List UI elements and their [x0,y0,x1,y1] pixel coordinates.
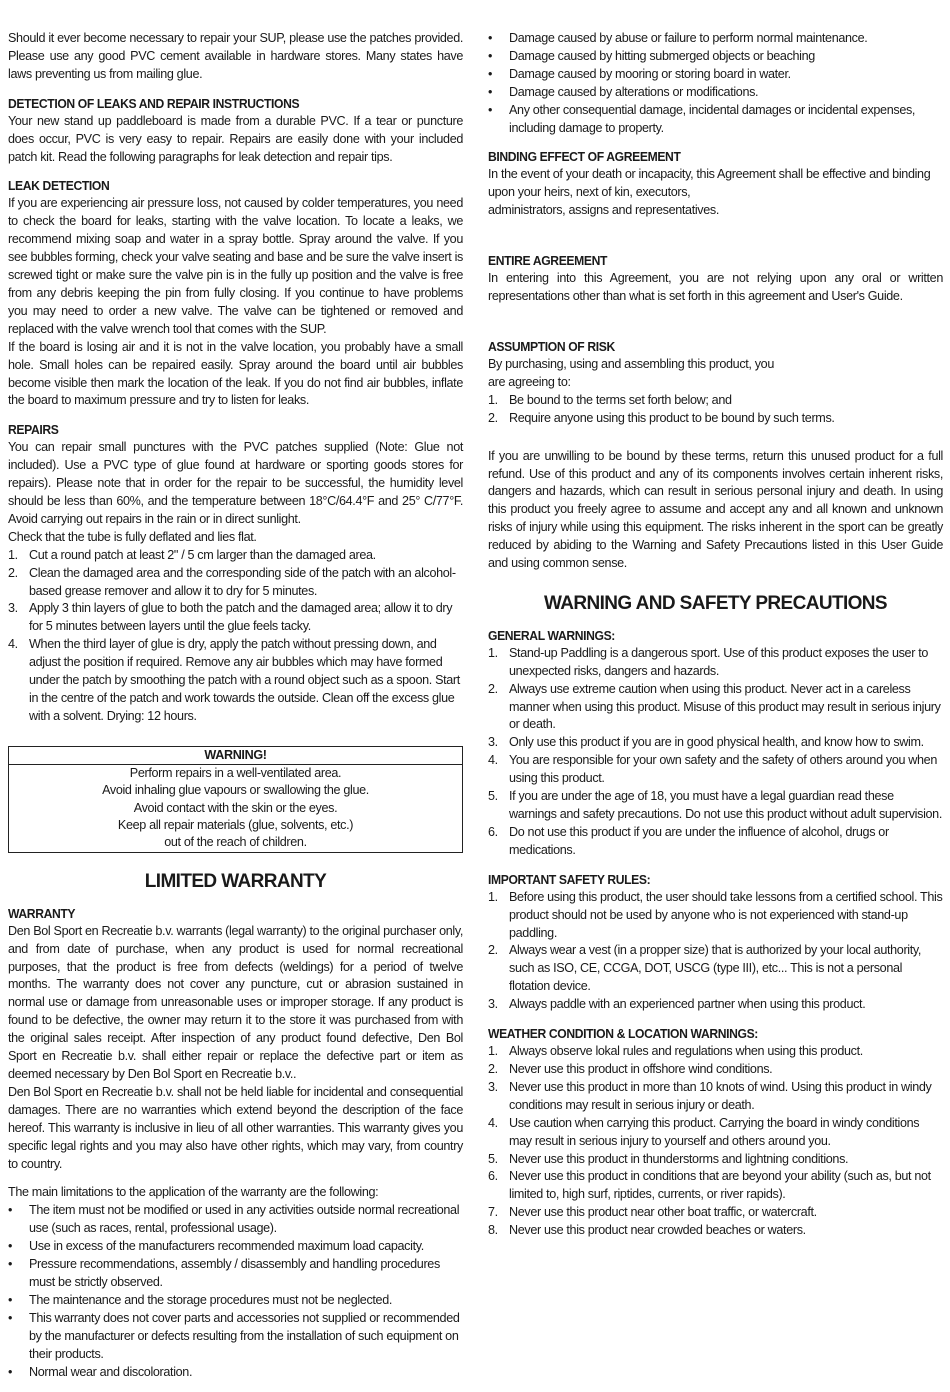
warranty-paragraph: Den Bol Sport en Recreatie b.v. warrants (legal warranty) to the original purchaser only, and from date of purchase, when any product is used for normal recreational purposes, that the product is free from defects (weldings) for a period of twelve months. The warranty does not cover any puncture, cut or abrasion sustained in normal use or damage from unreasonable uses or improper storage. If any product is found to be defective, the owner may return it to the store it was purchased from with the original sales receipt. After inspection of any product found defective, Den Bol Sport en Recreatie b.v. shall either repair or replace the defective part or item as deemed necessary by Den Bol Sport en Recreatie b.v.. [8,923,463,1081]
repair-step [8,547,463,565]
assumption-text: are agreeing to: [488,374,571,389]
step-number: 1. [8,547,18,562]
step-text: Clean the damaged area and the corresponding side of the patch with an alcohol-based grease remover and allow it to dry for 5 minutes. [29,565,456,598]
detection-text: Your new stand up paddleboard is made from a durable PVC. If a tear or puncture does occur, PVC is very easy to repair. Repairs are easily done with your included patch kit. Read the following paragraphs for leak detection and repair tips. [8,113,463,164]
list-item: • The maintenance and the storage procedures must not be neglected. [8,1292,393,1307]
warning-line: Avoid contact with the skin or the eyes. [133,800,338,815]
list-item: 6. Never use this product in conditions that are beyond your ability (such as, but not limited to, high surf, riptides, currents, or river rapids). [488,1169,931,1202]
repairs-paragraph: Check that the tube is fully deflated and lies flat. [8,529,257,544]
list-item: • Damage caused by alterations or modifications. [488,84,759,99]
entire-agreement-text: In entering into this Agreement, you are not relying upon any oral or written representations other than what is set forth in this agreement and User's Guide. [488,271,943,304]
list-item: • Damage caused by hitting submerged objects or beaching [488,48,815,63]
repair-step [8,600,463,636]
list-item: • Use in excess of the manufacturers recommended maximum load capacity. [8,1239,424,1254]
warranty-limitations-list [8,1202,463,1381]
list-item: 5. Never use this product in thunderstorms and lightning conditions. [488,1151,849,1166]
list-item: 8. Never use this product near crowded beaches or waters. [488,1223,806,1238]
general-warnings-title: GENERAL WARNINGS: [488,627,615,643]
detection-title: DETECTION OF LEAKS AND REPAIR INSTRUCTIONS [8,95,300,111]
binding-text: In the event of your death or incapacity, this Agreement shall be effective and binding upon your heirs, next of kin, executors, [488,167,931,200]
warning-line: Keep all repair materials (glue, solvents, etc.) [117,818,354,833]
list-item: 1. Before using this product, the user should take lessons from a certified school. This product should not be used by anyone who is not experienced with stand-up paddling. [488,889,943,940]
limited-warranty-heading: LIMITED WARRANTY [144,870,327,892]
safety-rules-title: IMPORTANT SAFETY RULES: [488,871,651,887]
entire-agreement-title: ENTIRE AGREEMENT [488,253,608,269]
list-item: • Any other consequential damage, incidental damages or incidental expenses, including damage to property. [488,102,916,135]
repairs-title: REPAIRS [8,422,59,438]
warning-line: Perform repairs in a well-ventilated area. [129,765,342,780]
list-item: 3. Never use this product in more than 10 knots of wind. Using this product in windy conditions may result in serious injury or death. [488,1079,932,1112]
list-item: 4. You are responsible for your own safety and the safety of others around you when using this product. [488,753,937,786]
list-item: 4. Use caution when carrying this product. Carrying the board in windy conditions may result in serious injury to yourself and others around you. [488,1115,920,1148]
step-text: Cut a round patch at least 2" / 5 cm larger than the damaged area. [29,547,376,562]
assumption-paragraph: If you are unwilling to be bound by these terms, return this unused product for a full refund. Use of this product and any of its components involves certain inherent risks, dangers and hazards, which can result in serious personal injury and death. In using this product you freely agree to assume and accept any and all known and unknown risks of injury while using this equipment. The risks inherent in the sport can be greatly reduced by abiding to the Warning and Safety Precautions listed in this User Guide and using common sense. [488,448,943,571]
left-column [8,30,463,1381]
safety-heading: WARNING AND SAFETY PRECAUTIONS [543,592,888,614]
repair-step [8,636,463,726]
warranty-limitations-intro: The main limitations to the application of the warranty are the following: [8,1185,379,1200]
right-column [488,30,943,1240]
list-item: • This warranty does not cover parts and accessories not supplied or recommended by the manufacturer or defects resulting from the installation of such equipment on their products. [8,1310,460,1361]
repair-step [8,565,463,601]
list-item: 1. Be bound to the terms set forth below; and [488,392,732,407]
list-item: • Pressure recommendations, assembly / disassembly and handling procedures must be strictly observed. [8,1257,440,1289]
general-warnings-list [488,645,943,860]
assumption-title: ASSUMPTION OF RISK [488,338,615,354]
repair-steps [8,547,463,726]
warning-line: Avoid inhaling glue vapours or swallowing the glue. [102,783,369,798]
step-text: Apply 3 thin layers of glue to both the patch and the damaged area; allow it to dry for 5 minutes between layers until the glue feels tacky. [29,601,453,634]
list-item: 3. Always paddle with an experienced partner when using this product. [488,997,866,1012]
list-item: 2. Always use extreme caution when using this product. Never act in a careless manner when using this product. Misuse of this product may result in serious injury or death. [488,681,941,732]
warning-line: out of the reach of children. [164,835,307,850]
weather-warnings-list [488,1043,943,1240]
leak-paragraph: If the board is losing air and it is not in the valve location, you probably have a small hole. Small holes can be repaired easily. Spray around the board until air bubbles become visible then mark the location of the leak. If you do not find air bubbles, inflate the board to maximum pressure and try to listen for leaks. [8,339,463,408]
list-item: 6. Do not use this product if you are under the influence of alcohol, drugs or medications. [488,824,889,857]
weather-warnings-title: WEATHER CONDITION & LOCATION WARNINGS: [488,1026,758,1042]
list-item: 1. Always observe lokal rules and regulations when using this product. [488,1044,863,1059]
repairs-paragraph: You can repair small punctures with the PVC patches supplied (Note: Glue not included). Use a PVC type of glue found at hardware or sporting goods stores for repairs). Please note that in order for the repair to be successful, the humidity level should be less than 60%, and the temperature between 18°C/64.4°F and 25° C/77°F. Avoid carrying out repairs in the rain or in direct sunlight. [8,440,463,526]
step-number: 4. [8,637,18,652]
intro-text: Should it ever become necessary to repair your SUP, please use the patches provided. Please use any good PVC cement available in hardware stores. Many states have laws preventing us from mailing glue. [8,31,463,81]
list-item: 7. Never use this product near other boat traffic, or watercraft. [488,1205,817,1220]
assumption-text: By purchasing, using and assembling this product, you [488,356,774,371]
list-item: • The item must not be modified or used in any activities outside normal recreational use (such as races, rental, professional usage). [8,1203,460,1236]
list-item: • Damage caused by mooring or storing board in water. [488,66,791,81]
leak-title: LEAK DETECTION [8,178,110,194]
list-item: • Normal wear and discoloration. [8,1364,193,1379]
warranty-title: WARRANTY [8,905,76,921]
warning-box [8,746,463,853]
list-item: • Damage caused by abuse or failure to perform normal maintenance. [488,31,868,45]
step-number: 2. [8,565,18,580]
step-number: 3. [8,601,18,616]
safety-rules-list [488,889,943,1014]
warranty-paragraph: Den Bol Sport en Recreatie b.v. shall not be held liable for incidental and consequential damages. There are no warranties which extend beyond the description of the face hereof. This warranty is inclusive in lieu of all other warranties. This warranty gives you specific legal rights and you may also have other rights, which may vary, from country to country. [8,1084,463,1171]
list-item: 2. Require anyone using this product to be bound by such terms. [488,410,835,425]
warranty-exclusions-list [488,30,943,137]
assumption-list [488,392,943,428]
list-item: 5. If you are under the age of 18, you must have a legal guardian read these warnings and safety precautions. Do not use this product without adult supervision. [488,789,942,821]
warning-box-title: WARNING! [9,747,462,765]
list-item: 2. Always wear a vest (in a propper size) that is authorized by your local authority, such as ISO, CE, CCGA, DOT, USCG (type III), etc... This is not a personal flotation device. [488,943,922,994]
list-item: 2. Never use this product in offshore wind conditions. [488,1061,773,1076]
binding-text: administrators, assigns and representatives. [488,203,719,218]
binding-title: BINDING EFFECT OF AGREEMENT [488,149,681,165]
list-item: 1. Stand-up Paddling is a dangerous sport. Use of this product exposes the user to unexpected risks, dangers and hazards. [488,645,928,678]
step-text: When the third layer of glue is dry, apply the patch without pressing down, and adjust the position if required. Remove any air bubbles which may have formed under the patch by smoothing the patch with a round object such as a spoon. Start in the centre of the patch and work towards the outside. Clean off the excess glue with a solvent. Drying: 12 hours. [29,637,460,723]
list-item: 3. Only use this product if you are in good physical health, and know how to swim. [488,735,924,750]
leak-paragraph: If you are experiencing air pressure loss, not caused by colder temperatures, you need to check the board for leaks, starting with the valve location. To locate a leaks, we recommend mixing soap and water in a spray bottle. Spray around the valve. If you see bubbles forming, check your valve seating and base and be sure the valve insert is screwed tight or make sure the valve pin is in the fully up position and the valve is free from any debris keeping the pin from fully closing. If you continue to have problems you may need to order a new valve. The valve can be tightened or removed and replaced with the valve wrench tool that comes with the SUP. [8,196,463,336]
